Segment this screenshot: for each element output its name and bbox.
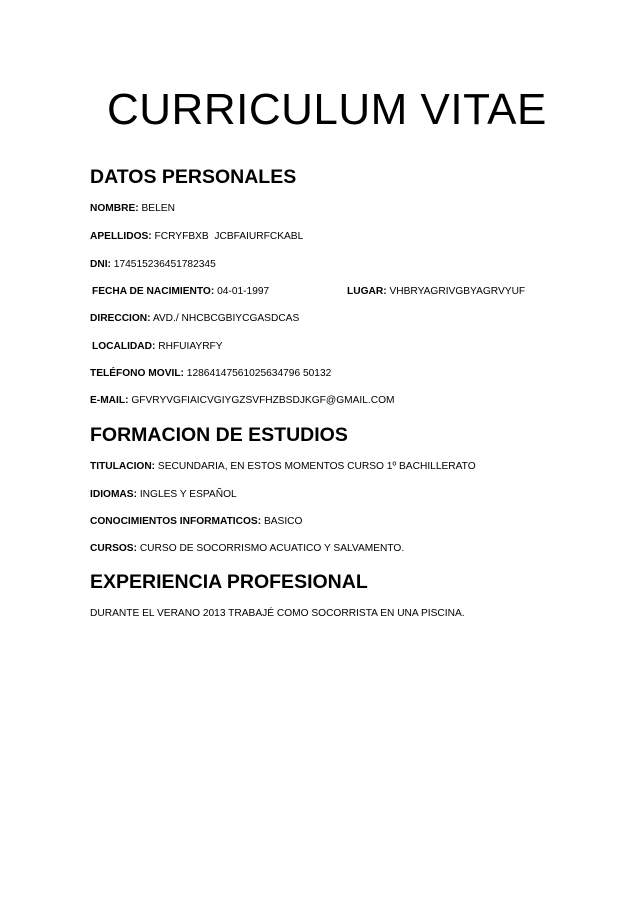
field-apellidos — [90, 230, 303, 244]
field-conocimientos — [90, 515, 302, 529]
field-telefono-value: 12864147561025634796 50132 — [186, 368, 332, 379]
field-cursos — [90, 542, 404, 556]
field-titulacion — [90, 460, 476, 474]
experiencia-text: DURANTE EL VERANO 2013 TRABAJÉ COMO SOCORRISTA EN UNA PISCINA. — [90, 608, 465, 619]
field-localidad — [92, 340, 223, 354]
field-titulacion-label: TITULACION: — [90, 461, 156, 472]
field-cursos-label: CURSOS: — [90, 543, 137, 554]
field-fecha-label: FECHA DE NACIMIENTO: — [92, 286, 215, 297]
section-heading-datos-personales: DATOS PERSONALES — [90, 166, 297, 188]
field-nombre — [90, 202, 175, 216]
field-telefono-label: TELÉFONO MOVIL: — [90, 368, 184, 379]
field-fecha-nacimiento — [92, 285, 269, 299]
field-dni-value: 174515236451782345 — [113, 259, 216, 270]
field-conocimientos-value: BASICO — [263, 516, 303, 527]
field-localidad-value: RHFUIAYRFY — [158, 341, 223, 352]
field-dni-label: DNI: — [90, 259, 111, 270]
section-heading-formacion: FORMACION DE ESTUDIOS — [90, 424, 348, 446]
field-apellidos-label: APELLIDOS: — [90, 231, 152, 242]
field-idiomas — [90, 488, 237, 502]
field-email-value: GFVRYVGFIAICVGIYGZSVFHZBSDJKGF@GMAIL.COM — [131, 395, 395, 406]
field-lugar-value: VHBRYAGRIVGBYAGRVYUF — [389, 286, 526, 297]
document-title: CURRICULUM VITAE — [107, 85, 547, 134]
field-titulacion-value: SECUNDARIA, EN ESTOS MOMENTOS CURSO 1º BACHILLERATO — [157, 461, 476, 472]
field-nombre-value: BELEN — [141, 203, 175, 214]
field-cursos-value: CURSO DE SOCORRISMO ACUATICO Y SALVAMENTO. — [139, 543, 405, 554]
field-idiomas-label: IDIOMAS: — [90, 489, 137, 500]
field-email-label: E-MAIL: — [90, 395, 129, 406]
field-telefono — [90, 367, 331, 381]
field-lugar-label: LUGAR: — [347, 286, 387, 297]
field-apellidos-value: FCRYFBXB JCBFAIURFCKABL — [154, 231, 304, 242]
field-direccion-label: DIRECCION: — [90, 313, 151, 324]
section-heading-experiencia: EXPERIENCIA PROFESIONAL — [90, 571, 368, 593]
field-email — [90, 394, 395, 408]
field-idiomas-value: INGLES Y ESPAÑOL — [139, 489, 237, 500]
field-fecha-value: 04-01-1997 — [217, 286, 270, 297]
field-lugar — [347, 285, 525, 299]
field-conocimientos-label: CONOCIMIENTOS INFORMATICOS: — [90, 516, 262, 527]
field-nombre-label: NOMBRE: — [90, 203, 139, 214]
field-direccion-value: AVD./ NHCBCGBIYCGASDCAS — [152, 313, 300, 324]
field-dni — [90, 258, 216, 272]
field-direccion — [90, 312, 299, 326]
field-localidad-label: LOCALIDAD: — [92, 341, 156, 352]
